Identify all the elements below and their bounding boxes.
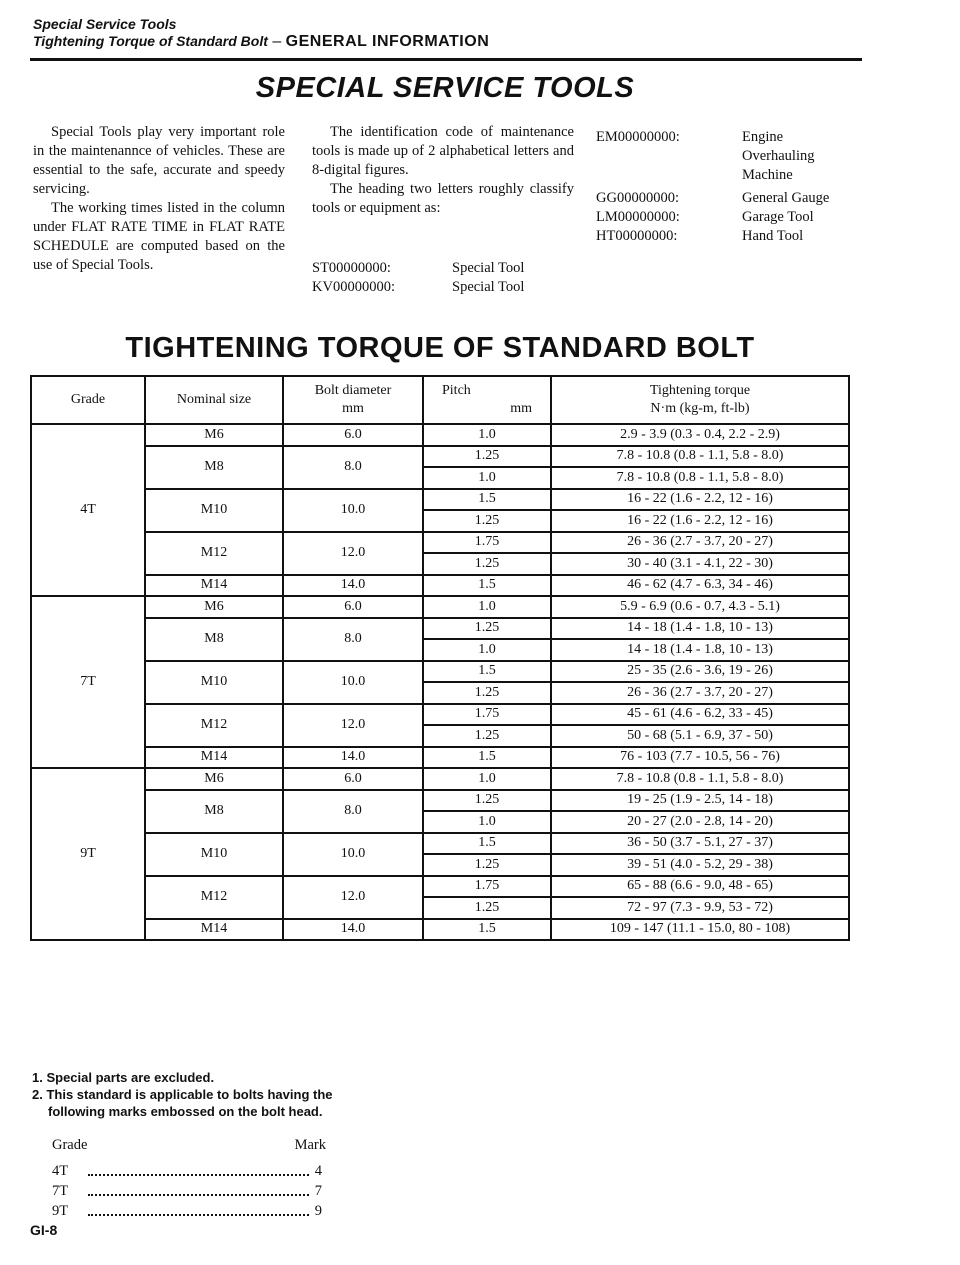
diameter-cell: 12.0 bbox=[283, 532, 423, 575]
diameter-cell: 10.0 bbox=[283, 833, 423, 876]
pitch-cell: 1.0 bbox=[423, 596, 551, 618]
col-header-grade: Grade bbox=[31, 376, 145, 424]
torque-cell: 76 - 103 (7.7 - 10.5, 56 - 76) bbox=[551, 747, 849, 769]
pitch-cell: 1.5 bbox=[423, 747, 551, 769]
section-title-special-tools: SPECIAL SERVICE TOOLS bbox=[255, 72, 635, 104]
header-subtitle: Tightening Torque of Standard Bolt bbox=[33, 33, 268, 49]
tool-codes-list-b bbox=[596, 128, 852, 246]
pitch-cell: 1.5 bbox=[423, 489, 551, 511]
footnote-2: 2. This standard is applicable to bolts having the bbox=[32, 1087, 333, 1102]
torque-cell: 14 - 18 (1.4 - 1.8, 10 - 13) bbox=[551, 639, 849, 661]
torque-cell: 7.8 - 10.8 (0.8 - 1.1, 5.8 - 8.0) bbox=[551, 467, 849, 489]
tool-code-row: GG00000000: General Gauge bbox=[596, 190, 830, 206]
pitch-cell: 1.5 bbox=[423, 919, 551, 941]
header-section: GENERAL INFORMATION bbox=[285, 33, 490, 50]
table-row bbox=[31, 489, 849, 511]
pitch-cell: 1.25 bbox=[423, 790, 551, 812]
torque-cell: 30 - 40 (3.1 - 4.1, 22 - 30) bbox=[551, 553, 849, 575]
nominal-size-cell: M6 bbox=[145, 596, 283, 618]
pitch-cell: 1.75 bbox=[423, 876, 551, 898]
grade-mark-row: 9T 9 bbox=[52, 1203, 322, 1219]
table-row bbox=[31, 532, 849, 554]
nominal-size-cell: M10 bbox=[145, 489, 283, 532]
pitch-cell: 1.0 bbox=[423, 639, 551, 661]
torque-cell: 7.8 - 10.8 (0.8 - 1.1, 5.8 - 8.0) bbox=[551, 446, 849, 468]
tool-codes-list-a bbox=[312, 259, 524, 297]
pitch-cell: 1.25 bbox=[423, 446, 551, 468]
nominal-size-cell: M14 bbox=[145, 575, 283, 597]
torque-table bbox=[30, 375, 850, 941]
pitch-cell: 1.5 bbox=[423, 833, 551, 855]
diameter-cell: 14.0 bbox=[283, 747, 423, 769]
grade-mark-header: Grade Mark bbox=[52, 1137, 326, 1153]
diameter-cell: 10.0 bbox=[283, 661, 423, 704]
nominal-size-cell: M12 bbox=[145, 704, 283, 747]
torque-cell: 26 - 36 (2.7 - 3.7, 20 - 27) bbox=[551, 682, 849, 704]
diameter-cell: 14.0 bbox=[283, 919, 423, 941]
pitch-cell: 1.25 bbox=[423, 897, 551, 919]
nominal-size-cell: M14 bbox=[145, 747, 283, 769]
diameter-cell: 10.0 bbox=[283, 489, 423, 532]
nominal-size-cell: M14 bbox=[145, 919, 283, 941]
torque-cell: 2.9 - 3.9 (0.3 - 0.4, 2.2 - 2.9) bbox=[551, 424, 849, 446]
diameter-cell: 6.0 bbox=[283, 596, 423, 618]
torque-cell: 65 - 88 (6.6 - 9.0, 48 - 65) bbox=[551, 876, 849, 898]
torque-cell: 39 - 51 (4.0 - 5.2, 29 - 38) bbox=[551, 854, 849, 876]
pitch-cell: 1.0 bbox=[423, 424, 551, 446]
table-row bbox=[31, 596, 849, 618]
intro-column-2: The identification code of maintenance tools is made up of 2 alphabetical letters and 8-digital figures. The heading two letters roughly classify tools or equipment as: bbox=[312, 124, 574, 216]
grade-mark-row: 7T 7 bbox=[52, 1183, 322, 1199]
grade-cell: 4T bbox=[31, 424, 145, 596]
diameter-cell: 6.0 bbox=[283, 424, 423, 446]
torque-cell: 19 - 25 (1.9 - 2.5, 14 - 18) bbox=[551, 790, 849, 812]
torque-cell: 72 - 97 (7.3 - 9.9, 53 - 72) bbox=[551, 897, 849, 919]
pitch-cell: 1.25 bbox=[423, 725, 551, 747]
pitch-cell: 1.0 bbox=[423, 768, 551, 790]
table-row bbox=[31, 919, 849, 941]
torque-cell: 36 - 50 (3.7 - 5.1, 27 - 37) bbox=[551, 833, 849, 855]
table-row bbox=[31, 446, 849, 468]
tool-code-row: ST00000000: Special Tool bbox=[312, 260, 525, 276]
torque-cell: 16 - 22 (1.6 - 2.2, 12 - 16) bbox=[551, 489, 849, 511]
pitch-cell: 1.5 bbox=[423, 661, 551, 683]
nominal-size-cell: M8 bbox=[145, 790, 283, 833]
tool-code-row: KV00000000: Special Tool bbox=[312, 279, 525, 295]
nominal-size-cell: M6 bbox=[145, 768, 283, 790]
nominal-size-cell: M12 bbox=[145, 876, 283, 919]
diameter-cell: 12.0 bbox=[283, 876, 423, 919]
footnote-1: 1. Special parts are excluded. bbox=[32, 1070, 215, 1085]
col-header-pitch: Pitch mm bbox=[423, 376, 551, 424]
nominal-size-cell: M12 bbox=[145, 532, 283, 575]
pitch-cell: 1.25 bbox=[423, 682, 551, 704]
pitch-cell: 1.0 bbox=[423, 811, 551, 833]
torque-cell: 16 - 22 (1.6 - 2.2, 12 - 16) bbox=[551, 510, 849, 532]
col-header-diameter: Bolt diameter mm bbox=[283, 376, 423, 424]
pitch-cell: 1.25 bbox=[423, 510, 551, 532]
col-header-torque: Tightening torque N·m (kg-m, ft-lb) bbox=[551, 376, 849, 424]
header-line2: Tightening Torque of Standard Bolt – GENERAL INFORMATION bbox=[33, 33, 490, 50]
torque-cell: 7.8 - 10.8 (0.8 - 1.1, 5.8 - 8.0) bbox=[551, 768, 849, 790]
table-row bbox=[31, 618, 849, 640]
grade-cell: 7T bbox=[31, 596, 145, 768]
tool-code-row: LM00000000: Garage Tool bbox=[596, 209, 814, 225]
pitch-cell: 1.0 bbox=[423, 467, 551, 489]
footnotes bbox=[32, 1069, 333, 1120]
table-row bbox=[31, 424, 849, 446]
tool-code-row: HT00000000: Hand Tool bbox=[596, 228, 804, 244]
table-row bbox=[31, 661, 849, 683]
running-header bbox=[33, 16, 489, 50]
table-row bbox=[31, 575, 849, 597]
pitch-cell: 1.25 bbox=[423, 553, 551, 575]
torque-cell: 26 - 36 (2.7 - 3.7, 20 - 27) bbox=[551, 532, 849, 554]
grade-cell: 9T bbox=[31, 768, 145, 940]
grade-mark-row: 4T 4 bbox=[52, 1163, 322, 1179]
table-row bbox=[31, 833, 849, 855]
page-number: GI-8 bbox=[30, 1222, 58, 1238]
diameter-cell: 8.0 bbox=[283, 618, 423, 661]
footnote-2-cont: following marks embossed on the bolt head. bbox=[48, 1104, 323, 1119]
nominal-size-cell: M6 bbox=[145, 424, 283, 446]
torque-cell: 45 - 61 (4.6 - 6.2, 33 - 45) bbox=[551, 704, 849, 726]
nominal-size-cell: M8 bbox=[145, 446, 283, 489]
nominal-size-cell: M10 bbox=[145, 661, 283, 704]
header-rule bbox=[30, 58, 862, 61]
pitch-cell: 1.75 bbox=[423, 532, 551, 554]
pitch-cell: 1.25 bbox=[423, 854, 551, 876]
nominal-size-cell: M8 bbox=[145, 618, 283, 661]
table-row bbox=[31, 747, 849, 769]
table-header-row bbox=[31, 376, 849, 424]
torque-cell: 20 - 27 (2.0 - 2.8, 14 - 20) bbox=[551, 811, 849, 833]
torque-cell: 5.9 - 6.9 (0.6 - 0.7, 4.3 - 5.1) bbox=[551, 596, 849, 618]
tool-code-row: EM00000000: Engine Overhauling Machine bbox=[596, 129, 815, 183]
torque-cell: 46 - 62 (4.7 - 6.3, 34 - 46) bbox=[551, 575, 849, 597]
diameter-cell: 6.0 bbox=[283, 768, 423, 790]
intro-column-1: Special Tools play very important role in the maintenannce of vehicles. These are essential to the safe, accurate and speedy servicing. The working times listed in the column under FLAT RATE TIME in FLAT RATE SCHEDULE are computed based on the use of Special Tools. bbox=[33, 124, 285, 273]
table-row bbox=[31, 704, 849, 726]
header-line1: Special Service Tools bbox=[33, 16, 177, 32]
torque-cell: 25 - 35 (2.6 - 3.6, 19 - 26) bbox=[551, 661, 849, 683]
grade-mark-list bbox=[52, 1135, 326, 1221]
pitch-cell: 1.75 bbox=[423, 704, 551, 726]
diameter-cell: 8.0 bbox=[283, 790, 423, 833]
section-title-torque: TIGHTENING TORQUE OF STANDARD BOLT bbox=[125, 332, 755, 364]
diameter-cell: 14.0 bbox=[283, 575, 423, 597]
col-header-nominal-size: Nominal size bbox=[145, 376, 283, 424]
diameter-cell: 12.0 bbox=[283, 704, 423, 747]
diameter-cell: 8.0 bbox=[283, 446, 423, 489]
torque-cell: 50 - 68 (5.1 - 6.9, 37 - 50) bbox=[551, 725, 849, 747]
table-row bbox=[31, 768, 849, 790]
pitch-cell: 1.25 bbox=[423, 618, 551, 640]
nominal-size-cell: M10 bbox=[145, 833, 283, 876]
torque-cell: 14 - 18 (1.4 - 1.8, 10 - 13) bbox=[551, 618, 849, 640]
torque-cell: 109 - 147 (11.1 - 15.0, 80 - 108) bbox=[551, 919, 849, 941]
table-row bbox=[31, 790, 849, 812]
table-row bbox=[31, 876, 849, 898]
pitch-cell: 1.5 bbox=[423, 575, 551, 597]
